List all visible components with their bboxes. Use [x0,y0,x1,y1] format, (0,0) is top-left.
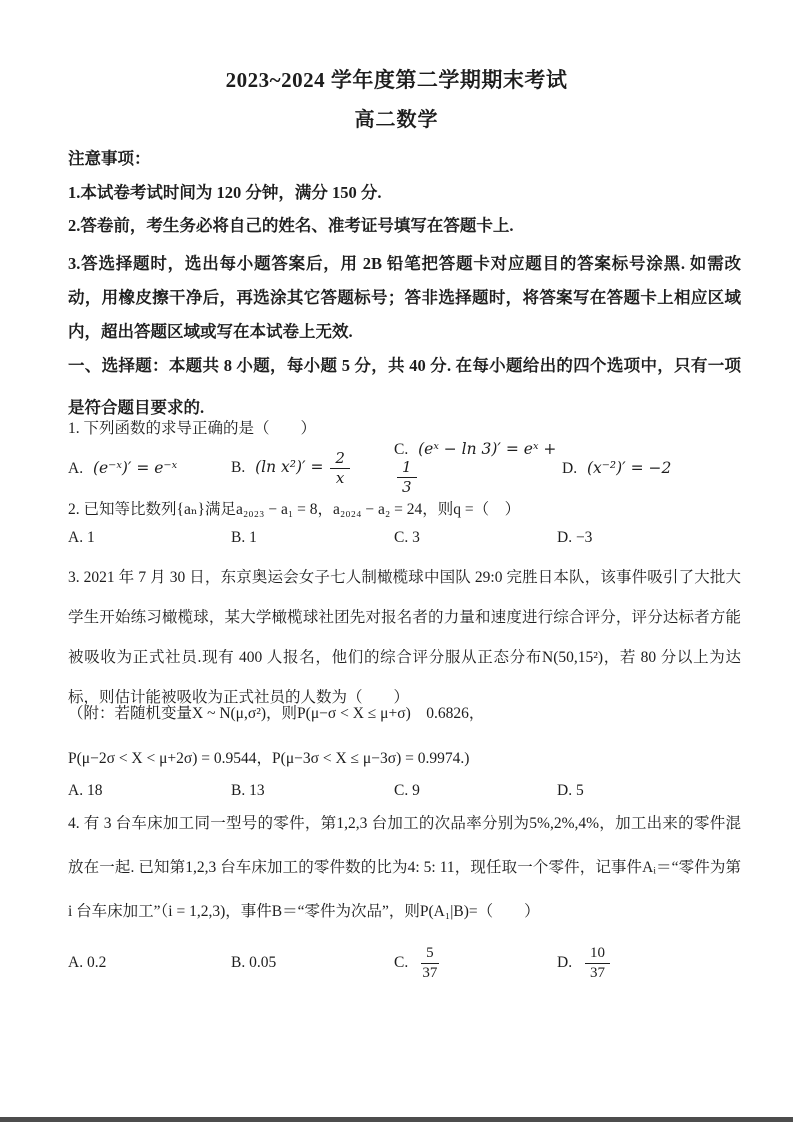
q4-option-a: A. 0.2 [68,954,107,971]
q1-option-b [231,450,394,487]
q1-option-d-label: D. [562,459,578,477]
page-title: 2023~2024 学年度第二学期期末考试 [225,68,568,92]
question-4-stem: 4. 有 3 台车床加工同一型号的零件，第1,2,3 台加工的次品率分别为5%,2%,4%，加工出来的零件混放在一起. 已知第1,2,3 台车床加工的零件数的比为4: 5: 11，现任取一个零件，记事件Aᵢ＝“零件为第 i 台车床加工”（i = 1,2,3)，事件B＝“零件为次品”，则P(A₁|B)=（ ） [68,815,741,920]
q1-option-b-fraction [330,450,350,487]
q3-option-b: B. 13 [231,782,265,799]
q1-option-c-fraction [397,459,417,496]
q1-option-c-label: C. [394,441,409,459]
fraction-numerator: 1 [397,459,417,478]
q1-option-a [68,459,231,478]
notice-heading: 注意事项： [68,149,151,168]
question-4-options [68,936,741,990]
q2-option-c: C. 3 [394,529,420,546]
question-3-note-line1: （附：若随机变量X ~ N(μ,σ²)，则P(μ−σ < X ≤ μ+σ) 0.6826， [68,705,485,722]
q1-option-d [562,459,671,478]
notice-item-2: 2.答卷前，考生务必将自己的姓名、准考证号填写在答题卡上. [68,216,514,235]
fraction-denominator: 37 [422,964,438,981]
section-one-heading: 一、选择题：本题共 8 小题，每小题 5 分，共 40 分. 在每小题给出的四个选项中，只有一项是符合题目要求的. [68,356,741,417]
q1-option-d-formula: (x⁻²)′ = −2 [586,458,672,477]
notice-item-3: 3.答选择题时，选出每小题答案后，用 2B 铅笔把答题卡对应题目的答案标号涂黑. 如需改动，用橡皮擦干净后，再选涂其它答题标号；答非选择题时，将答案写在答题卡上相应区域内，超出答题区域或写在本试卷上无效. [68,254,741,341]
q2-option-a: A. 1 [68,529,95,546]
q4-option-c-fraction [421,945,439,982]
q4-option-c [394,945,557,982]
question-2-stem: 2. 已知等比数列{aₙ}满足a₂₀₂₃ − a₁ = 8，a₂₀₂₄ − a₂ = 24，则q =（ ） [68,501,521,518]
question-1-options [68,442,741,494]
question-2-options [68,529,741,547]
q1-option-c [394,440,562,496]
q1-option-a-formula: (e⁻ˣ)′ = e⁻ˣ [92,458,178,477]
q2-option-b: B. 1 [231,529,257,546]
q1-option-b-formula: (ln x²)′ = [255,457,324,476]
question-3-note-line2: P(μ−2σ < X < μ+2σ) = 0.9544，P(μ−3σ < X ≤ μ−3σ) = 0.9974.) [68,750,470,767]
q3-option-c: C. 9 [394,782,420,799]
q4-option-d-fraction [585,945,610,982]
fraction-denominator: x [335,468,345,487]
question-3-options [68,782,741,800]
q4-option-d [557,945,613,982]
fraction-denominator: 37 [589,964,605,981]
q1-option-a-label: A. [68,459,84,477]
window-bottom-edge [0,1117,793,1122]
question-1-stem: 1. 下列函数的求导正确的是（ ） [68,420,317,437]
fraction-numerator: 10 [585,945,610,964]
q3-option-a: A. 18 [68,782,103,799]
q3-option-d: D. 5 [557,782,584,799]
notice-item-1: 1.本试卷考试时间为 120 分钟，满分 150 分. [68,183,382,202]
fraction-numerator: 5 [421,945,439,964]
page-subtitle: 高二数学 [354,109,439,131]
fraction-denominator: 3 [402,478,412,496]
q1-option-b-label: B. [231,458,246,476]
q4-option-d-label: D. [557,953,573,971]
fraction-numerator: 2 [330,450,350,469]
question-3-stem: 3. 2021 年 7 月 30 日，东京奥运会女子七人制橄榄球中国队 29:0 完胜日本队，该事件吸引了大批大学生开始练习橄榄球，某大学橄榄球社团先对报名者的力量和速度进行综合评分，评分达标者方能被吸收为正式社员.现有 400 人报名，他们的综合评分服从正态分布N(50,15²)，若 80 分以上为达标，则估计能被吸收为正式社员的人数为（ ） [68,569,741,706]
q2-option-d: D. −3 [557,529,593,546]
q4-option-b: B. 0.05 [231,954,277,971]
q1-option-c-formula: (eˣ − ln 3)′ = eˣ + [418,440,557,459]
q4-option-c-label: C. [394,953,409,971]
